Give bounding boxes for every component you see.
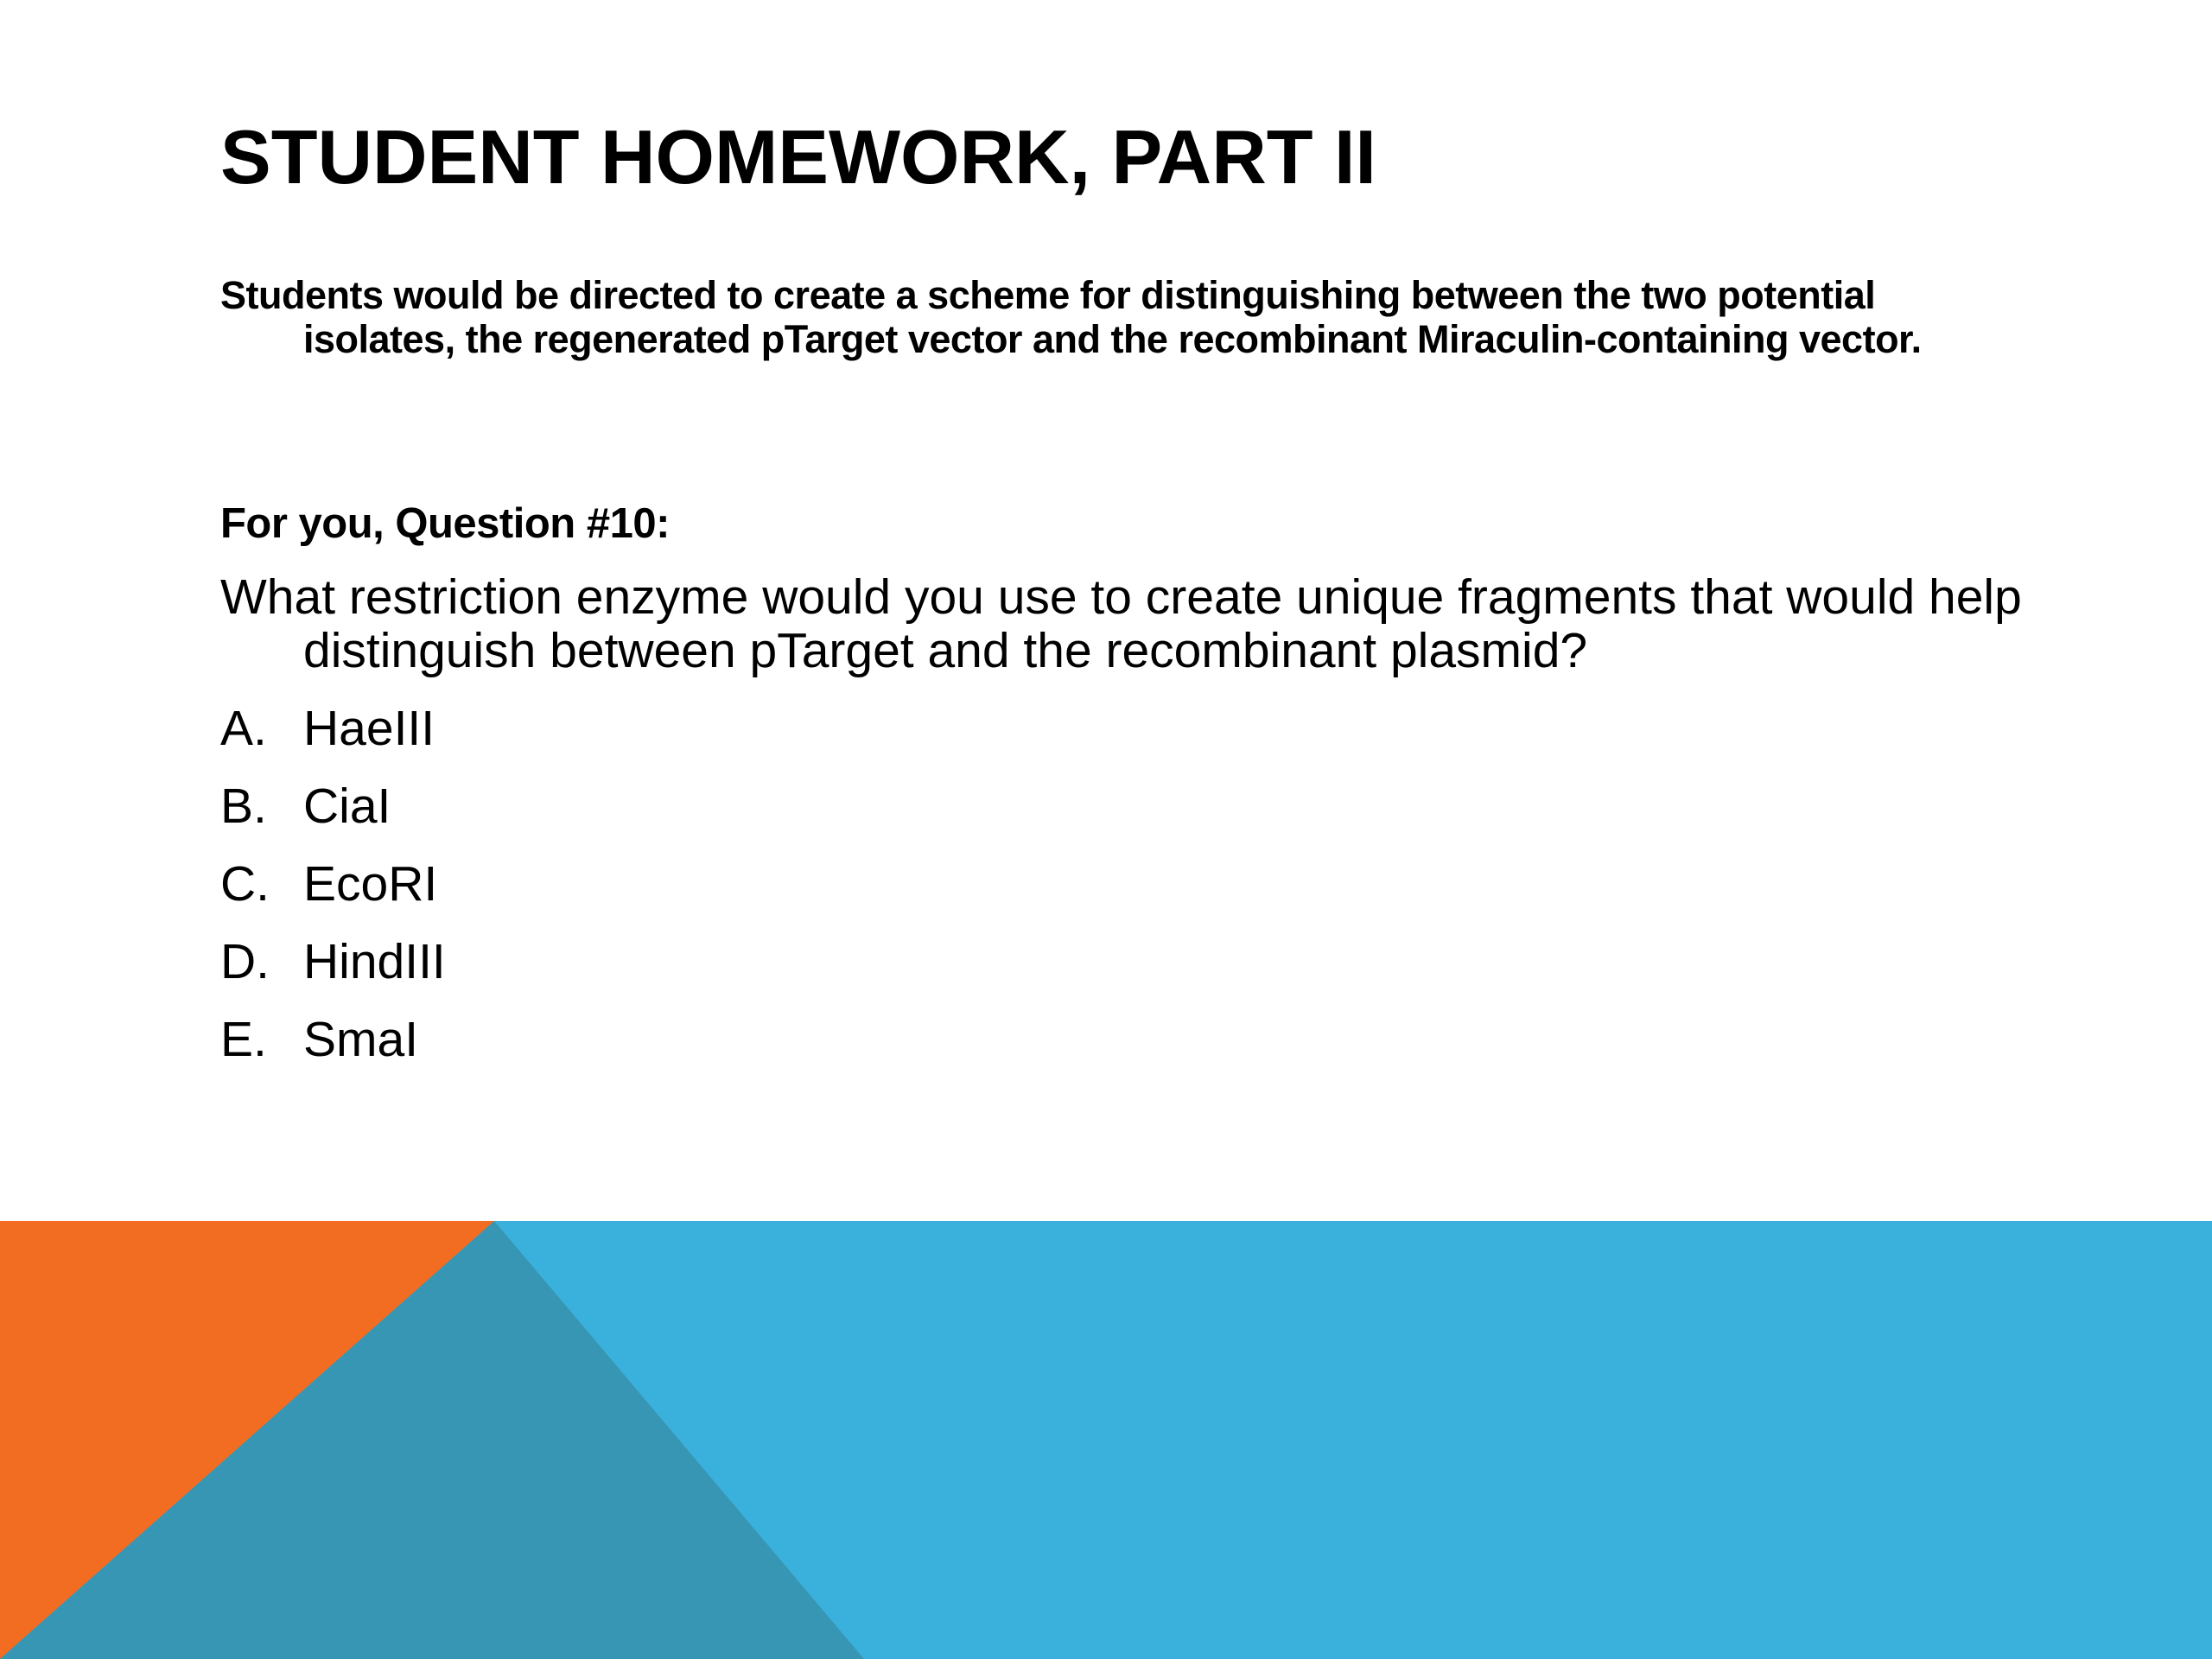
answer-option-e: [220, 1009, 446, 1087]
intro-paragraph: Students would be directed to create a scheme for distinguishing between the two potential isolates, the regenerated pTarget vector and the recombinant Miraculin-containing vector.: [220, 273, 1922, 361]
option-letter: C.: [220, 856, 270, 912]
option-letter: D.: [220, 934, 270, 989]
option-letter: E.: [220, 1012, 267, 1067]
answer-options: [220, 698, 446, 1087]
answer-option-b: [220, 776, 446, 854]
question-text: What restriction enzyme would you use to create unique fragments that would help distinguish between pTarget and the recombinant plasmid?: [220, 569, 2022, 678]
option-text: HindIII: [303, 934, 446, 989]
option-text: EcoRI: [303, 856, 438, 912]
option-text: CiaI: [303, 779, 391, 834]
option-text: HaeIII: [303, 701, 435, 756]
slide-title: STUDENT HOMEWORK, PART II: [220, 114, 1376, 200]
option-letter: B.: [220, 779, 267, 834]
option-letter: A.: [220, 701, 267, 756]
decorative-footer-shapes: [0, 1221, 2212, 1659]
answer-option-c: [220, 854, 446, 931]
question-label: For you, Question #10:: [220, 500, 670, 547]
answer-option-d: [220, 931, 446, 1009]
answer-option-a: [220, 698, 446, 776]
option-text: SmaI: [303, 1012, 419, 1067]
